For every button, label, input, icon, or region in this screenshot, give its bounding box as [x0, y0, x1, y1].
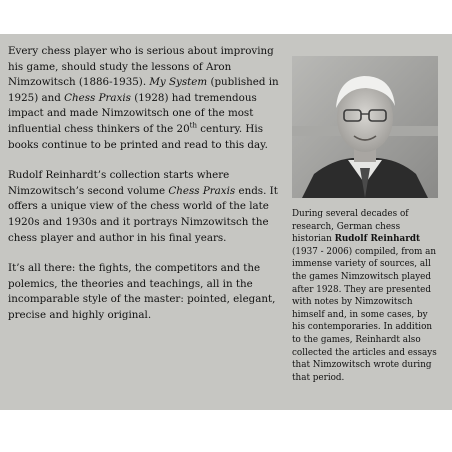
blurb-text: ends. It offers a unique view of the chess world of the late 1920s and 1930s and it portrays Nimzowitsch the chess player and author in his final years.	[8, 184, 278, 244]
ordinal-superscript: th	[189, 121, 197, 130]
back-cover-panel	[0, 34, 452, 410]
blurb-paragraph-3: It’s all there: the fights, the competitors and the polemics, the theories and teachings, all in the incomparable style of the master: pointed, elegant, precise and highly original.	[8, 262, 276, 321]
blurb-text: Every chess player who is serious about improving his game, should study the lessons of Aron Nimzowitsch (1886-1935).	[8, 45, 274, 89]
author-portrait-image	[292, 56, 438, 198]
caption-text: (1937 - 2006) compiled, from an immense variety of sources, all the games Nimzowitsch played after 1928. They are presented with notes by Nimzowitsch himself and, in some cases, by his contemporaries. In addition to the games, Reinhardt also collected the articles and essays that Nimzowitsch wrote during that period.	[292, 246, 437, 383]
author-name: Rudolf Reinhardt	[334, 234, 421, 245]
blurb-paragraph-2	[8, 168, 280, 246]
blurb-text: Rudolf Reinhardt’s collection starts where Nimzowitsch’s second volume	[8, 169, 230, 197]
book-title-my-system: My System	[149, 76, 208, 89]
book-title-chess-praxis: Chess Praxis	[64, 91, 131, 104]
blurb-column	[8, 44, 280, 339]
blurb-paragraph-1	[8, 44, 280, 153]
blurb-text: (published in 1925) and	[8, 76, 279, 104]
caption-text: During several decades of research, German chess historian	[292, 209, 409, 245]
blurb-text: (1928) had tremendous impact and made Nimzowitsch one of the most influential chess thinkers of the 20	[8, 91, 257, 135]
photo-caption	[292, 208, 442, 384]
author-photo	[292, 56, 438, 198]
blurb-text: century. His books continue to be printed and read to this day.	[8, 122, 268, 151]
book-title-chess-praxis: Chess Praxis	[168, 184, 236, 197]
